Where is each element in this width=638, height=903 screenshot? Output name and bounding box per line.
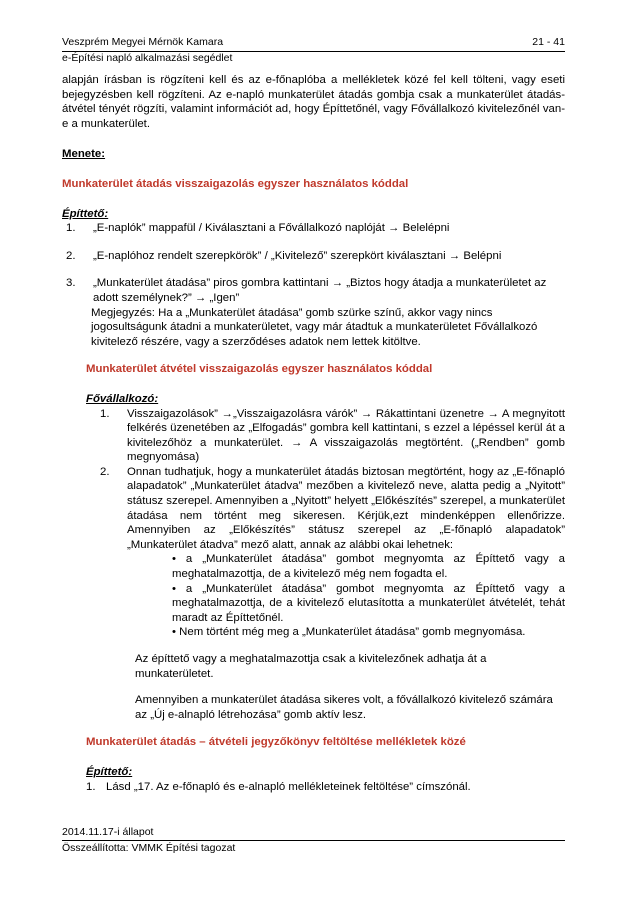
footer-date: 2014.11.17-i állapot [62, 826, 154, 838]
header-subtitle-row [62, 52, 565, 65]
section3-title: Munkaterület átadás – átvételi jegyzőkönyv feltöltése mellékletek közé [86, 736, 466, 749]
footer-rule [62, 840, 565, 841]
list-number: 2. [66, 249, 76, 262]
page-body [62, 73, 565, 794]
list-item [62, 249, 565, 264]
list-item [62, 407, 565, 465]
bullet-item: • a „Munkaterület átadása” gombot megnyomta az Építtető vagy a meghatalmazottja, de a kivitelező elutasította a munkaterület átvételét, tehát maradt az Építtetőnél. [172, 582, 565, 624]
list-text: Onnan tudhatjuk, hogy a munkaterület átadás biztosan megtörtént, hogy az „E-főnapló alapadatok” „Munkaterület átadva” mezőben a kivitelező neve, alatta pedig a „Nyitott” státusz szerepel. Amennyiben a „Nyitott” helyett „Előkészítés” szerepel, a munkaterület átadása nem történt meg sikeresen. Kérjük,ezt mindenképpen ellenőrizze. Amennyiben az „Előkészítés” státusz szerepel az „E-főnapló alapadatok” „Munkaterület átadva” mező alatt, annak az alábbi okai lehetnek: [127, 465, 565, 551]
menete-heading: Menete: [62, 148, 106, 161]
section1-role: Építtető: [62, 207, 109, 220]
page-header [62, 36, 565, 49]
header-subtitle: e-Építési napló alkalmazási segédlet [62, 52, 233, 64]
bullet-item: • Nem történt még meg a „Munkaterület átadása” gomb megnyomása. [172, 626, 526, 639]
list-number: 1. [100, 407, 110, 420]
section2-paragraph-1: Az építtető vagy a meghatalmazottja csak a kivitelezőnek adhatja át a munkaterületet. [135, 653, 487, 680]
list-item [62, 276, 565, 305]
section1-note: Megjegyzés: Ha a „Munkaterület átadása” gomb szürke színű, akkor vagy nincs jogosultságunk átadni a munkaterületet, vagy már átadtuk a munkaterületet Fővállalkozó kivitelező részére, vagy a szerződéses adatok nem lettek kitöltve. [91, 306, 538, 348]
list-number: 3. [66, 277, 76, 290]
bullet-item: • a „Munkaterület átadása” gombot megnyomta az Építtető vagy a meghatalmazottja, de a kivitelező még nem fogadta el. [172, 553, 565, 581]
section2-paragraph-2: Amennyiben a munkaterület átadása sikeres volt, a fővállalkozó kivitelező számára az „Új e-alnapló létrehozása” gomb aktív lesz. [135, 694, 553, 721]
section3-role: Építtető: [86, 765, 133, 778]
section1-title: Munkaterület átadás visszaigazolás egyszer használatos kóddal [62, 177, 409, 190]
header-org: Veszprém Megyei Mérnök Kamara [62, 36, 224, 48]
header-page-number: 21 - 41 [532, 36, 565, 48]
list-text: Visszaigazolások” →„Visszaigazolásra várók” → Rákattintani üzenetre → A megnyitott felkérés üzenetében az „Elfogadás” gombra kell kattintani, s ezzel a lépéssel kerül át a kivitelezőhöz a munkaterület. → A visszaigazolás megtörtént. („Rendben” gomb megnyomása) [127, 407, 565, 464]
list-number: 2. [100, 465, 110, 478]
footer-compiled-row [62, 842, 565, 855]
page-footer [62, 826, 565, 839]
list-text: „Munkaterület átadása” piros gombra kattintani → „Biztos hogy átadja a munkaterületet az adott személynek?” → „Igen” [93, 277, 547, 304]
intro-paragraph: alapján írásban is rögzíteni kell és az e-főnaplóba a mellékletek közé fel kell tölteni, vagy eseti bejegyzésben kell rögzíteni. Az e-napló munkaterület átadás gombja csak a munkaterület átadás-átvétel tényét rögzíti, valamint információt ad, hogy Építtetőnél, vagy Fővállalkozó kivitelezőnél van-e a munkaterület. [62, 74, 565, 130]
section2-role: Fővállalkozó: [86, 392, 159, 405]
list-number: 1. [86, 780, 96, 793]
list-number: 1. [66, 222, 76, 235]
list-text: Lásd „17. Az e-főnapló és e-alnapló mellékleteinek feltöltése” címszónál. [106, 780, 471, 793]
list-item [62, 465, 565, 553]
list-item [62, 780, 565, 795]
footer-compiled: Összeállította: VMMK Építési tagozat [62, 842, 236, 854]
list-text: „E-naplók” mappafül / Kiválasztani a Fővállalkozó naplóját → Belelépni [93, 222, 450, 235]
section2-title: Munkaterület átvétel visszaigazolás egyszer használatos kóddal [86, 363, 433, 376]
list-item [62, 221, 565, 236]
list-text: „E-naplóhoz rendelt szerepkörök” / „Kivitelező” szerepkört kiválasztani → Belépni [93, 249, 502, 262]
